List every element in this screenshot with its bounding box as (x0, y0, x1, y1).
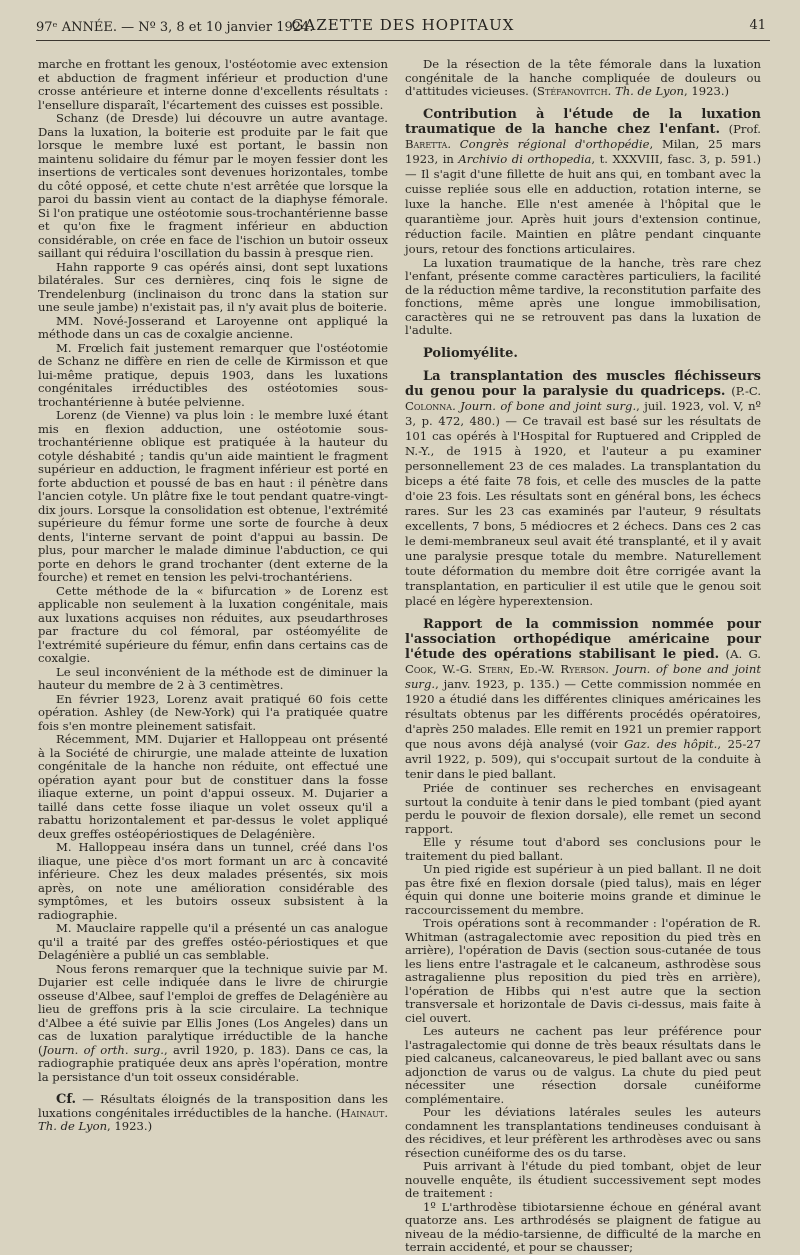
paragraph: MM. Nové-Josserand et Laroyenne ont appliqué la méthode dans un cas de coxalgie ancienne. (38, 313, 388, 341)
heading-title: Rapport de la commission nommée pour l'association orthopédique américaine pour l'étude des opérations stabilisant le pied. (405, 617, 761, 662)
article-heading (405, 617, 761, 782)
citation: . Th. de Lyon (607, 84, 684, 98)
author-name: Stéfanovitch (537, 84, 608, 98)
journal-title: GAZETTE DES HOPITAUX (291, 16, 515, 34)
left-column (38, 58, 388, 1134)
text-run: — Résultats éloignés de la transposition dans les luxations congénitales irréductibles de la hanche. ( (38, 1092, 388, 1120)
paragraph: Les auteurs ne cachent pas leur préférence pour l'astragalectomie qui donne de très beaux résultats dans le pied calcaneus, calcaneovareus, le pied ballant avec ou sans adjonction de varus ou de valgus. La chute du pied peut nécessiter une résection dorsale cunéiforme complémentaire. (405, 1024, 761, 1106)
text-run: , 1923.) (684, 84, 730, 98)
paragraph: Trois opérations sont à recommander : l'opération de R. Whitman (astragalectomie avec reposition du pied très en arrière), l'opération de Davis (section sous-cutanée de tous les liens entre l'astragale et le calcaneum, asthrodèse sous astragalienne plus reposition du pied très en arrière), l'opération de Hibbs qui n'est autre que la section transversale et horizontale de Davis ci-dessus, mais faite à ciel ouvert. (405, 916, 761, 1025)
paragraph: Priée de continuer ses recherches en envisageant surtout la conduite à tenir dans le pied tombant (pied ayant perdu le pouvoir de flexion dorsale), elle remet un second rapport. (405, 781, 761, 836)
cf-reference (38, 1093, 388, 1134)
text-run: , 25-27 avril 1922, p. 509), qui s'occupait surtout de la conduite à tenir dans le pied ballant. (405, 737, 761, 781)
citation: Archivio di orthopedia (458, 151, 592, 166)
text-run: , janv. 1923, p. 135.) — Cette commission nommée en 1920 a étudié dans les différentes cliniques américaines les résultats obtenus par les différents procédés opératoires, d'après 250 malades. Elle remit en 1921 un premier rapport que nous avons déjà analysé (voir (405, 677, 761, 751)
heading-title: La transplantation des muscles fléchisseurs du genou pour la paralysie du quadriceps. (405, 369, 761, 399)
article-heading (405, 369, 761, 609)
paragraph: En février 1923, Lorenz avait pratiqué 60 fois cette opération. Ashley (de New-York) qui l'a pratiquée quatre fois s'en montre pleinement satisfait. (38, 691, 388, 733)
paragraph: M. Halloppeau inséra dans un tunnel, créé dans l'os iliaque, une pièce d'os mort formant un arc à concavité inférieure. Chez les deux malades présentés, six mois après, on note une amélioration considérable des symptômes, et les butoirs osseux subsistent à la radiographie. (38, 840, 388, 922)
text-run: (Prof. (720, 121, 761, 136)
header-issue: 97ᵉ ANNÉE. — Nº 3, 8 et 10 janvier 1924. (36, 20, 314, 35)
heading-title: Contribution à l'étude de la luxation traumatique de la hanche chez l'enfant. (405, 106, 761, 137)
right-column (405, 58, 761, 1255)
paragraph: La luxation traumatique de la hanche, très rare chez l'enfant, présente comme caractères particuliers, la facilité de la réduction même tardive, la reconstitution parfaite des fonctions, même après une longue immobilisation, caractères qui ne se retrouvent pas dans la luxation de l'adulte. (405, 255, 761, 337)
citation: . Journ. of bone and joint surg. (405, 662, 761, 691)
paragraph: Puis arrivant à l'étude du pied tombant, objet de leur nouvelle enquête, ils étudient successivement sept modes de traitement : (405, 1159, 761, 1200)
text-run: Nous ferons remarquer que la technique suivie par M. Dujarier est celle indiquée dans le livre de chirurgie osseuse d'Albee, sauf l'emploi de greffes de Delagénière au lieu de greffons pris à la scie circulaire. La technique d'Albee a été suivie par Ellis Jones (Los Angeles) dans un cas de luxation paralytique irréductible de la hanche ( (38, 961, 388, 1057)
paragraph: M. Mauclaire rappelle qu'il a présenté un cas analogue qu'il a traité par des greffes ostéo-périostiques et que Delagénière a publié un cas semblable. (38, 921, 388, 962)
paragraph: M. Frœlich fait justement remarquer que l'ostéotomie de Schanz ne diffère en rien de celle de Kirmisson et que lui-même pratique, depuis 1903, dans les luxations congénitales irréductibles des ostéotomies sous-trochantérienne à butée pelvienne. (38, 340, 388, 409)
text-run: , t. XXXVIII, fasc. 3, p. 591.) — Il s'agit d'une fillette de huit ans qui, en tombant avec la cuisse repliée sous elle en adduction, rotation interne, se luxe la hanche. Elle n'est amenée à l'hôpital que le quarantième jour. Après huit jours d'extension continue, réduction facile. Maintien en plâtre pendant cinquante jours, retour des fonctions articulaires. (405, 151, 761, 256)
text-run: , Milan, 25 mars 1923, in (405, 136, 761, 166)
page-header (36, 14, 770, 41)
citation: Gaz. des hôpit. (624, 737, 718, 751)
paragraph: Lorenz (de Vienne) va plus loin : le membre luxé étant mis en flexion adduction, une ostéotomie sous-trochantérienne oblique est pratiquée à la hauteur du cotyle déshabité ; tandis qu'un aide maintient le fragment supérieur en adduction, le fragment inférieur est porté en forte abduction et poussé de bas en haut : il pénètre dans l'ancien cotyle. Un plâtre fixe le tout pendant quatre-vingt-dix jours. Lorsque la consolidation est obtenue, l'extrémité supérieure du fémur forme une sorte de fourche à deux dents, l'interne servant de point d'appui au bassin. De plus, pour marcher le malade diminue l'abduction, ce qui porte en dehors le grand trochanter (dent externe de la fourche) et remet en tension les pelvi-trochantériens. (38, 408, 388, 584)
citation: . Th. de Lyon (38, 1105, 388, 1133)
paragraph (405, 58, 761, 99)
citation: . Journ. of bone and joint surg. (452, 399, 637, 413)
paragraph: Elle y résume tout d'abord ses conclusions pour le traitement du pied ballant. (405, 835, 761, 863)
paragraph: Un pied rigide est supérieur à un pied ballant. Il ne doit pas être fixé en flexion dorsale (pied talus), mais en léger équin qui donne une boiterie moins grande et diminue le raccourcissement du membre. (405, 862, 761, 917)
article-heading (405, 107, 761, 257)
citation: Journ. of orth. surg. (42, 1042, 164, 1057)
text-run: , avril 1920, p. 183). Dans ce cas, la radiographie pratiquée deux ans après l'opération, montre la persistance d'un toit osseux considérable. (38, 1042, 388, 1084)
citation: . Congrès régional d'orthopédie (447, 136, 650, 151)
paragraph: Récemment, MM. Dujarier et Halloppeau ont présenté à la Société de chirurgie, une malade atteinte de luxation congénitale de la hanche non réduite, ont effectué une opération ayant pour but de constituer dans la fosse iliaque externe, un point d'appui osseux. M. Dujarier a taillé dans cette fosse iliaque un volet osseux qu'il a rabattu horizontalement et par-dessus le volet appliqué deux greffes ostéopériostiques de Delagénière. (38, 732, 388, 841)
paragraph: Hahn rapporte 9 cas opérés ainsi, dont sept luxations bilatérales. Sur ces dernières, cinq fois le signe de Trendelenburg (inclinaison du tronc dans la station sur une seule jambe) n'existait pas, il n'y avait plus de boiterie. (38, 259, 388, 314)
paragraph: 1º L'arthrodèse tibiotarsienne échoue en général avant quatorze ans. Les arthrodésés se plaignent de fatigue au niveau de la médio-tarsienne, de difficulté de la marche en terrain accidenté, et pour se chausser; (405, 1199, 761, 1254)
paragraph: Pour les déviations latérales seules les auteurs condamnent les transplantations tendineuses conduisant à des récidives, et leur préfèrent les arthrodèses avec ou sans résection cunéiforme des os du tarse. (405, 1105, 761, 1160)
author-name: Colonna (405, 399, 453, 413)
text-run: , juil. 1923, vol. V, nº 3, p. 472, 480.) — Ce travail est basé sur les résultats de 101 cas opérés à l'Hospital for Ruptuered and Crippled de N.-Y., de 1915 à 1920, et l'auteur a pu examiner personnellement 23 de ces malades. La transplantation du biceps a été faite 78 fois, et celle des muscles de la patte d'oie 23 fois. Les résultats sont en général bons, les échecs rares. Sur les 23 cas examinés par l'auteur, 9 résultats excellents, 7 bons, 5 médiocres et 2 échecs. Dans ces 2 cas le demi-membraneux seul avait été transplanté, et il y avait une paralysie presque totale du membre. Naturellement toute déformation du membre doit être corrigée avant la transplantation, en particulier il est utile que le genou soit placé en légère hyperextension. (405, 399, 761, 608)
paragraph: Schanz (de Dresde) lui découvre un autre avantage. Dans la luxation, la boiterie est produite par le fait que lorsque le membre luxé est portant, le bassin non maintenu solidaire du fémur par le moyen fessier dont les insertions de verticales sont devenues horizontales, tombe du côté opposé, et cette chute n'est arrêtée que lorsque la paroi du bassin vient au contact de la diaphyse fémorale. Si l'on pratique une ostéotomie sous-trochantérienne basse et qu'on fixe le fragment inférieur en abduction considérable, on crée en face de l'ischion un butoir osseux saillant qui réduira l'oscillation du bassin à presque rien. (38, 111, 388, 260)
paragraph: marche en frottant les genoux, l'ostéotomie avec extension et abduction de fragment inférieur et production d'une crosse antérieure et interne donne d'excellents résultats : l'ensellure disparaît, l'écartement des cuisses est possible. (38, 57, 388, 112)
page-number: 41 (749, 18, 766, 33)
cf-label: Cf. (56, 1092, 77, 1107)
text-run: (A. G. (719, 647, 761, 661)
paragraph (38, 963, 388, 1085)
author-name: Cook, W.-G. Stern, Ed.-W. Ryerson (405, 662, 606, 676)
text-run: De la résection de la tête fémorale dans la luxation congénitale de la hanche compliquée de douleurs ou d'attitudes vicieuses. ( (405, 57, 761, 98)
text-run: , 1923.) (107, 1119, 153, 1133)
paragraph: Le seul inconvénient de la méthode est de diminuer la hauteur du membre de 2 à 3 centimètres. (38, 664, 388, 692)
section-heading: Poliomyélite. (423, 345, 518, 361)
author-name: Baretta (405, 136, 448, 151)
author-name: Hainaut (340, 1105, 385, 1120)
paragraph: Cette méthode de la « bifurcation » de Lorenz est applicable non seulement à la luxation congénitale, mais aux luxations acquises non réduites, aux pseudarthroses par fracture du col fémoral, par ostéomyélite de l'extrémité supérieure du fémur, enfin dans certains cas de coxalgie. (38, 583, 388, 665)
text-run: (P.-C. (725, 384, 762, 398)
